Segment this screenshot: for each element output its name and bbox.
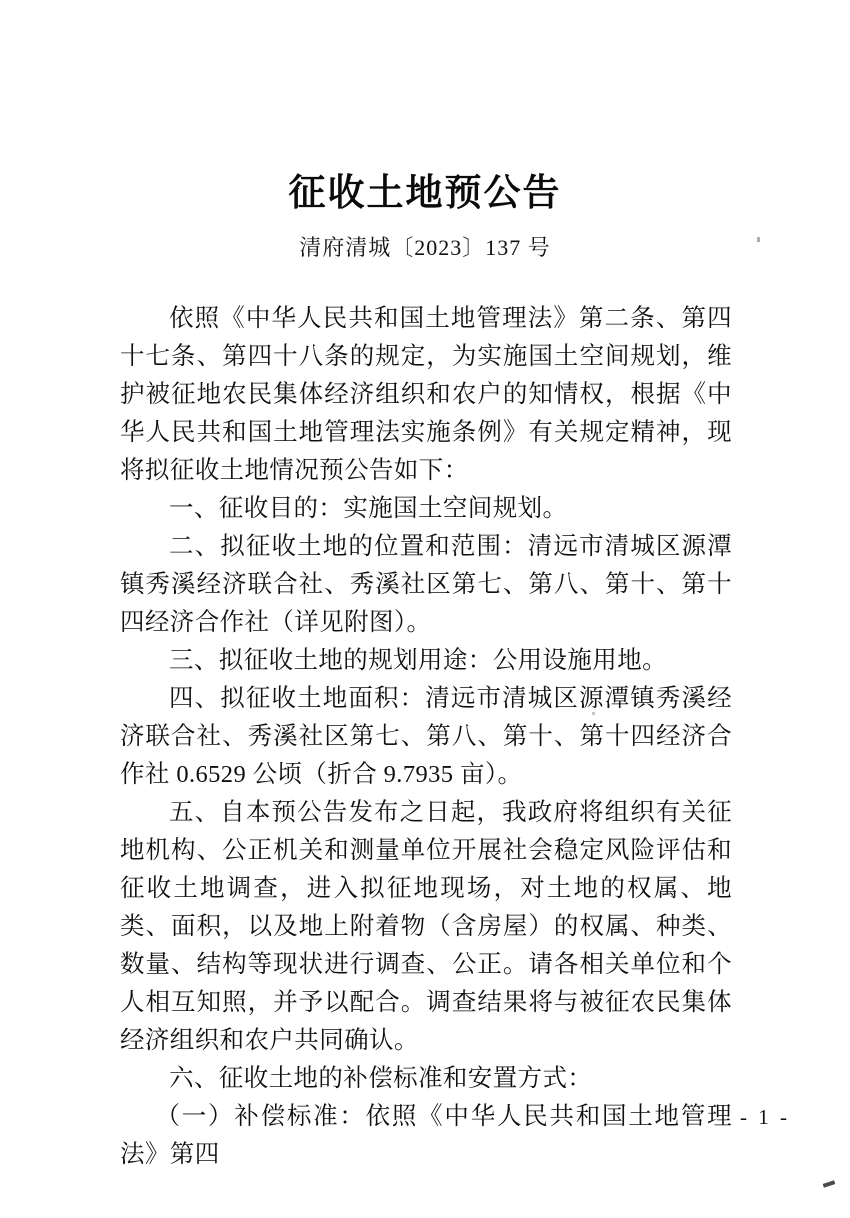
- paragraph-item-4: 四、拟征收土地面积：清远市清城区源潭镇秀溪经济联合社、秀溪社区第七、第八、第十、第十四经济合作社 0.6529 公顷（折合 9.7935 亩）。: [120, 685, 732, 788]
- page-number: - 1 -: [740, 1105, 790, 1129]
- paragraph-item-6: 六、征收土地的补偿标准和安置方式：: [169, 1065, 593, 1092]
- paragraph-item-1: 一、征收目的：实施国土空间规划。: [169, 495, 568, 522]
- paragraph-item-6-sub-1: （一）补偿标准：依照《中华人民共和国土地管理法》第四: [120, 1103, 732, 1168]
- paragraph-item-5: 五、自本预公告发布之日起，我政府将组织有关征地机构、公正机关和测量单位开展社会稳定风险评估和征收土地调查，进入拟征地现场，对土地的权属、地类、面积，以及地上附着物（含房屋）的权属、种类、数量、结构等现状进行调查、公正。请各相关单位和个人相互知照，并予以配合。调查结果将与被征农民集体经济组织和农户共同确认。: [120, 799, 732, 1054]
- paragraph-item-3: 三、拟征收土地的规划用途：公用设施用地。: [169, 647, 667, 674]
- page-title: 征收土地预公告: [288, 169, 562, 214]
- scan-artifact: [823, 1180, 836, 1188]
- paragraph-item-2: 二、拟征收土地的位置和范围：清远市清城区源潭镇秀溪经济联合社、秀溪社区第七、第八、第十、第十四经济合作社（详见附图）。: [120, 533, 732, 636]
- document-body: [120, 300, 732, 1174]
- scan-artifact: [592, 712, 595, 715]
- scan-artifact: [757, 237, 760, 242]
- paragraph-preamble: 依照《中华人民共和国土地管理法》第二条、第四十七条、第四十八条的规定，为实施国土空间规划，维护被征地农民集体经济组织和农户的知情权，根据《中华人民共和国土地管理法实施条例》有关规定精神，现将拟征收土地情况预公告如下：: [120, 305, 732, 484]
- scan-artifact: [519, 848, 521, 850]
- document-number: 清府清城〔2023〕137 号: [299, 235, 551, 260]
